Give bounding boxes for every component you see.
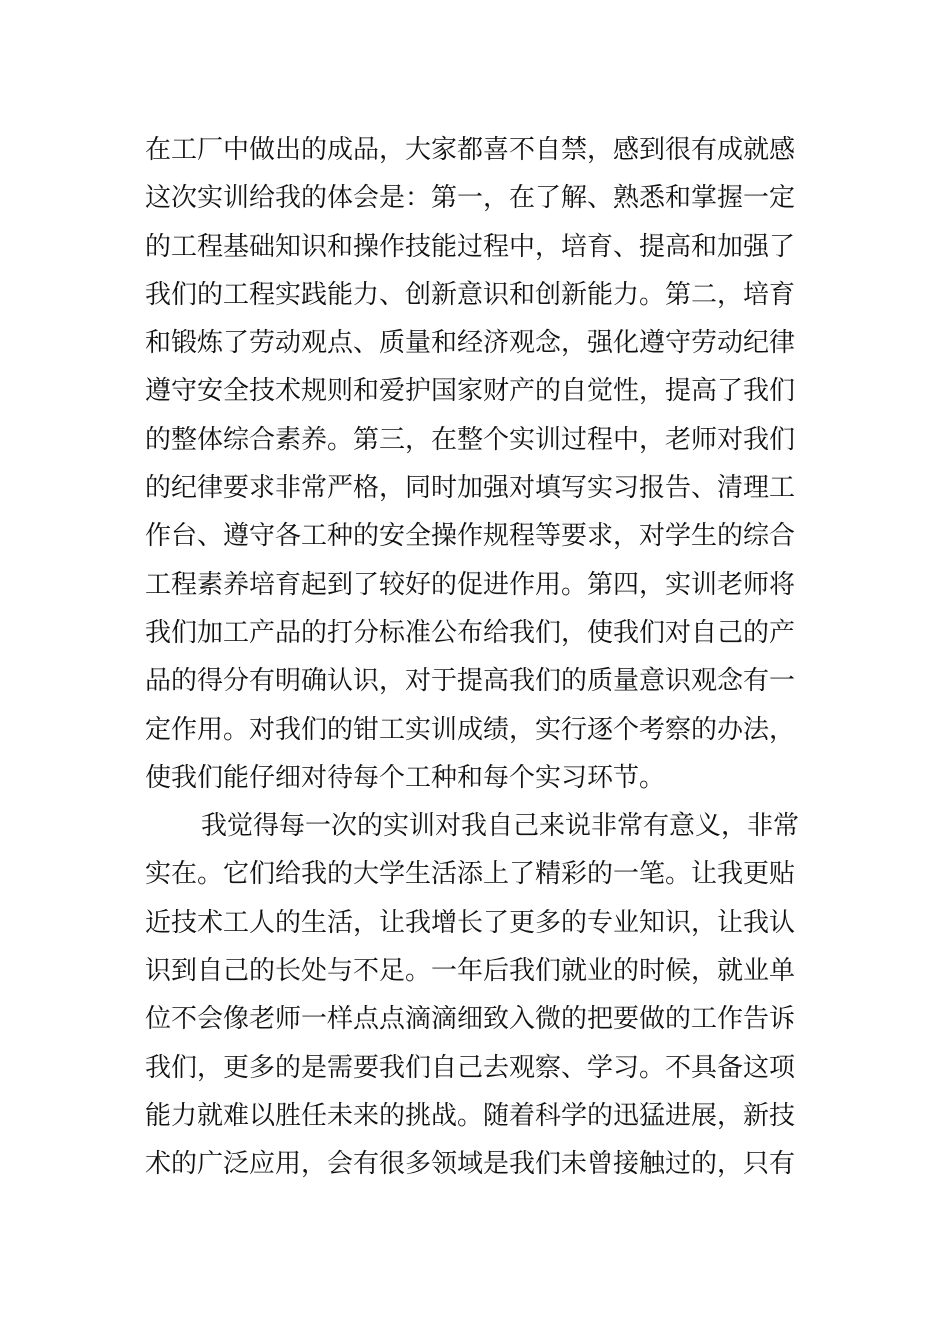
text-line: 的纪律要求非常严格，同时加强对填写实习报告、清理工 <box>145 473 796 504</box>
text-line: 使我们能仔细对待每个工种和每个实习环节。 <box>145 762 666 793</box>
text-line: 我们，更多的是需要我们自己去观察、学习。不具备这项 <box>145 1052 796 1083</box>
text-line: 我们加工产品的打分标准公布给我们，使我们对自己的产 <box>145 617 796 648</box>
text-line: 我们的工程实践能力、创新意识和创新能力。第二，培育 <box>145 279 796 310</box>
text-line: 的整体综合素养。第三，在整个实训过程中，老师对我们 <box>145 424 796 455</box>
body-text <box>145 126 825 1189</box>
text-line: 我觉得每一次的实训对我自己来说非常有意义，非常 <box>201 811 800 842</box>
text-line: 能力就难以胜任未来的挑战。随着科学的迅猛进展，新技 <box>145 1100 796 1131</box>
text-line: 品的得分有明确认识，对于提高我们的质量意识观念有一 <box>145 666 796 697</box>
text-line: 的工程基础知识和操作技能过程中，培育、提高和加强了 <box>145 231 796 262</box>
text-line: 在工厂中做出的成品，大家都喜不自禁，感到很有成就感 <box>145 135 796 165</box>
text-line: 定作用。对我们的钳工实训成绩，实行逐个考察的办法， <box>145 714 796 745</box>
text-line: 识到自己的长处与不足。一年后我们就业的时候，就业单 <box>145 956 796 987</box>
text-line: 实在。它们给我的大学生活添上了精彩的一笔。让我更贴 <box>145 859 796 890</box>
text-line: 作台、遵守各工种的安全操作规程等要求，对学生的综合 <box>145 521 796 552</box>
text-line: 和锻炼了劳动观点、质量和经济观念，强化遵守劳动纪律 <box>145 328 796 359</box>
text-line: 近技术工人的生活，让我增长了更多的专业知识，让我认 <box>145 907 796 938</box>
text-line: 工程素养培育起到了较好的促进作用。第四，实训老师将 <box>145 569 796 600</box>
text-line: 位不会像老师一样点点滴滴细致入微的把要做的工作告诉 <box>145 1004 796 1035</box>
text-line: 这次实训给我的体会是：第一，在了解、熟悉和掌握一定 <box>145 183 796 214</box>
text-line: 术的广泛应用，会有很多领域是我们未曾接触过的，只有 <box>145 1149 796 1180</box>
text-line: 遵守安全技术规则和爱护国家财产的自觉性，提高了我们 <box>145 376 796 407</box>
